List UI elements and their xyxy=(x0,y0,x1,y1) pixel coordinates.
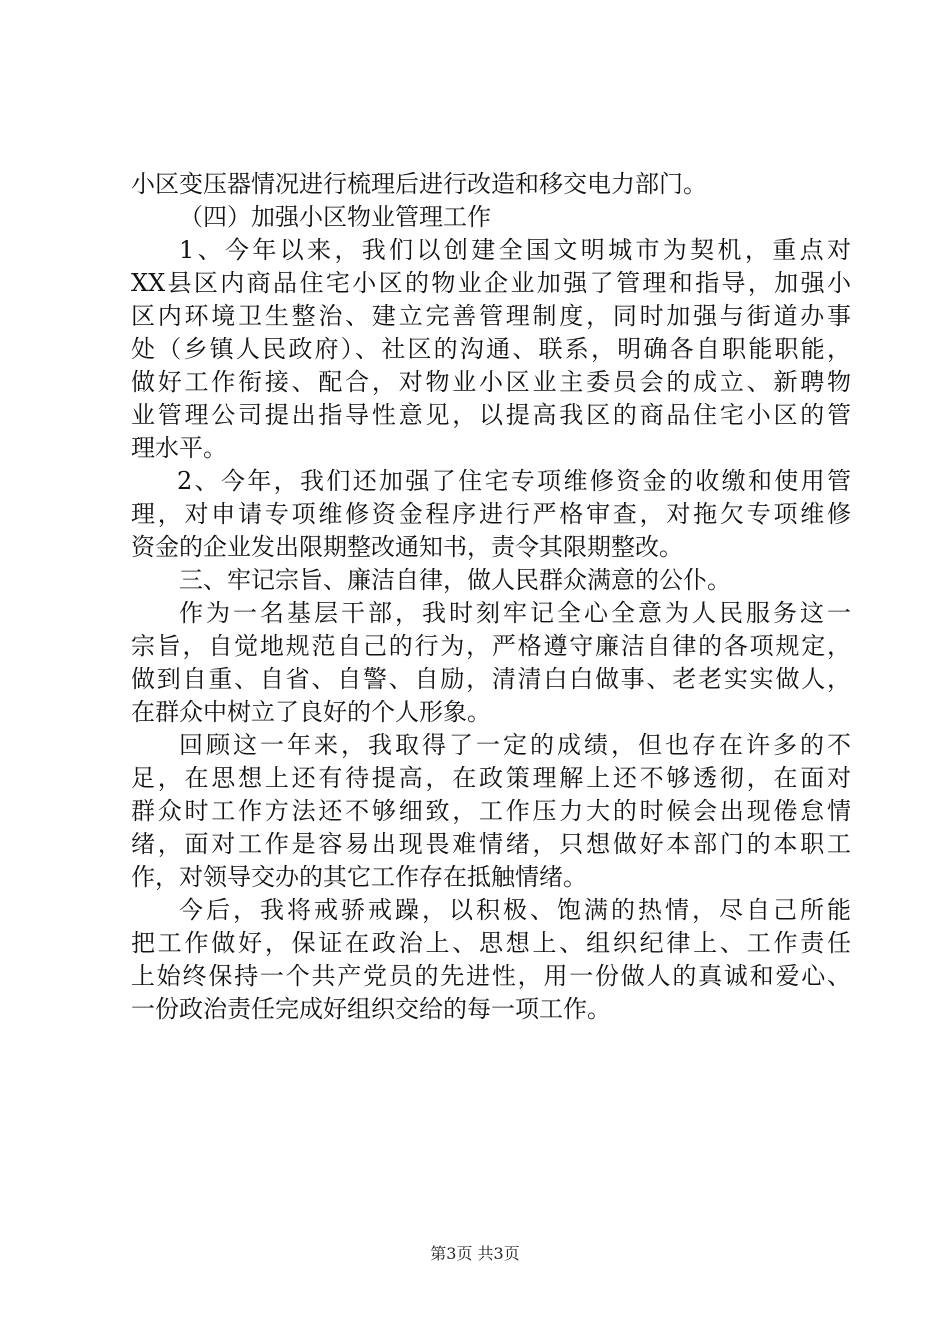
text-line: 区内环境卫生整治、建立完善管理制度，同时加强与街道办事 xyxy=(131,302,851,330)
text-line: 足，在思想上还有待提高，在政策理解上还不够透彻，在面对 xyxy=(131,764,851,792)
text-line: 三、牢记宗旨、廉洁自律，做人民群众满意的公仆。 xyxy=(179,566,731,594)
text-line: 1、今年以来，我们以创建全国文明城市为契机，重点对 xyxy=(179,236,851,264)
text-line: 资金的企业发出限期整改通知书，责令其限期整改。 xyxy=(131,533,683,561)
text-line: 上始终保持一个共产党员的先进性，用一份做人的真诚和爱心、 xyxy=(131,962,851,990)
text-line: 一份政治责任完成好组织交给的每一项工作。 xyxy=(131,995,611,1023)
text-line: 群众时工作方法还不够细致，工作压力大的时候会出现倦怠情 xyxy=(131,797,851,825)
text-line: 绪，面对工作是容易出现畏难情绪，只想做好本部门的本职工 xyxy=(131,830,851,858)
text-line: 做好工作衔接、配合，对物业小区业主委员会的成立、新聘物 xyxy=(131,368,851,396)
text-line: 2、今年，我们还加强了住宅专项维修资金的收缴和使用管 xyxy=(177,467,851,495)
text-line: 回顾这一年来，我取得了一定的成绩，但也存在许多的不 xyxy=(179,731,851,759)
text-line: 业管理公司提出指导性意见，以提高我区的商品住宅小区的管 xyxy=(131,401,851,429)
text-line: 处（乡镇人民政府）、社区的沟通、联系，明确各自职能职能， xyxy=(131,335,851,363)
text-line: 理，对申请专项维修资金程序进行严格审查，对拖欠专项维修 xyxy=(131,500,851,528)
text-line: 理水平。 xyxy=(131,434,227,462)
page-footer: 第3页 共3页 xyxy=(430,1244,520,1263)
document-body xyxy=(131,168,851,1026)
text-line: 在群众中树立了良好的个人形象。 xyxy=(131,698,491,726)
text-line: 今后，我将戒骄戒躁，以积极、饱满的热情，尽自己所能 xyxy=(179,896,851,924)
text-line: 把工作做好，保证在政治上、思想上、组织纪律上、工作责任 xyxy=(131,929,851,957)
text-line: 作为一名基层干部，我时刻牢记全心全意为人民服务这一 xyxy=(179,599,851,627)
text-line: 小区变压器情况进行梳理后进行改造和移交电力部门。 xyxy=(131,170,707,198)
text-line: 作，对领导交办的其它工作存在抵触情绪。 xyxy=(131,863,587,891)
text-line: （四）加强小区物业管理工作 xyxy=(179,203,491,231)
text-line: 做到自重、自省、自警、自励，清清白白做事、老老实实做人， xyxy=(131,665,851,693)
text-line: XX县区内商品住宅小区的物业企业加强了管理和指导，加强小 xyxy=(131,269,851,297)
text-line: 宗旨，自觉地规范自己的行为，严格遵守廉洁自律的各项规定， xyxy=(131,632,851,660)
